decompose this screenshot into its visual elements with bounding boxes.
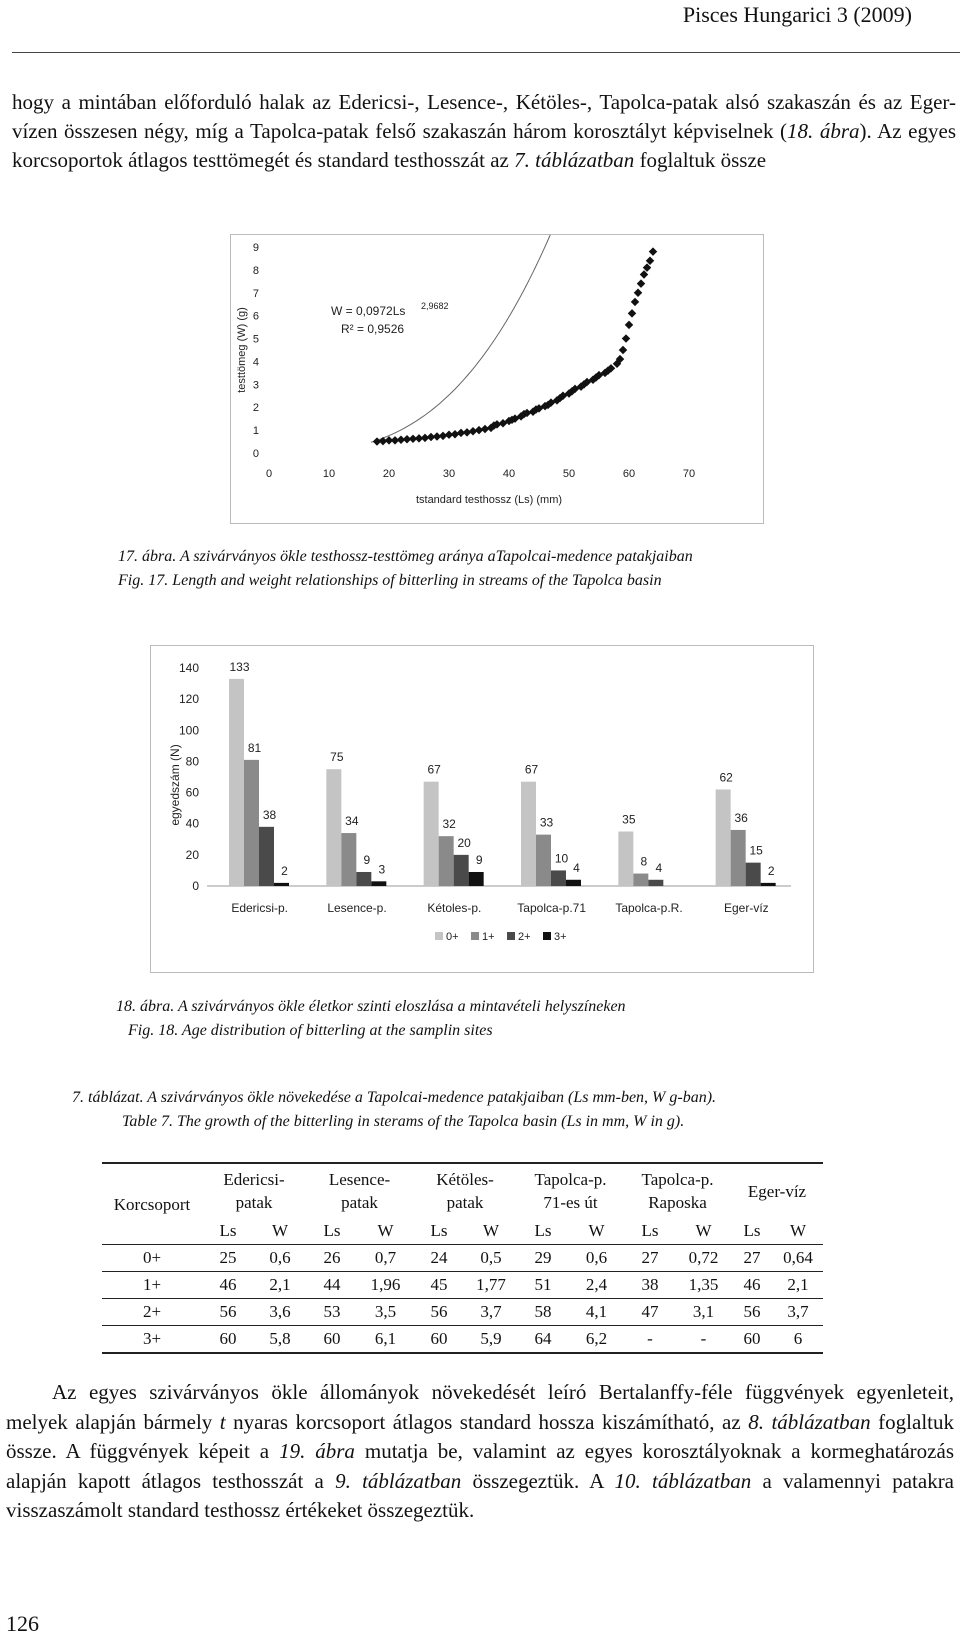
table-cell: 0,64 [773, 1245, 823, 1272]
table-cell: 58 [517, 1299, 569, 1326]
y-axis-title: egyedszám (N) [168, 744, 182, 826]
table-cell: 0,6 [254, 1245, 306, 1272]
column-header-ls: Ls [731, 1218, 773, 1245]
site-header: Kétöles- patak [413, 1163, 517, 1218]
bar-value-label: 4 [573, 860, 580, 875]
table-cell: 46 [731, 1272, 773, 1299]
para2-table9-ref: 9. táblázatban [335, 1468, 462, 1493]
table-cell: 2,4 [569, 1272, 624, 1299]
fig17-caption-en: Fig. 17. Length and weight relationships of bitterling in streams of the Tapolca basin [118, 572, 662, 589]
bar-value-label: 133 [229, 659, 250, 674]
bar-0plus [716, 789, 731, 886]
bar-value-label: 8 [640, 854, 648, 869]
table7-caption-en: Table 7. The growth of the bitterling in sterams of the Tapolca basin (Ls in mm, W in g). [122, 1113, 685, 1130]
table-cell: 60 [306, 1326, 358, 1354]
table-cell: 60 [413, 1326, 465, 1354]
x-tick-label: 70 [682, 468, 696, 480]
table-7-caption [72, 1086, 716, 1134]
site-header: Tapolca-p. Raposka [624, 1163, 731, 1218]
age-group-cell: 3+ [102, 1326, 202, 1354]
bar-2plus [259, 827, 274, 886]
bar-value-label: 9 [475, 852, 483, 867]
bar-3plus [566, 880, 581, 886]
para2-text-3: foglaltuk össze. A függvények képeit a [6, 1409, 954, 1463]
data-point [649, 247, 657, 255]
table-cell: 56 [413, 1299, 465, 1326]
site-header: Tapolca-p. 71-es út [517, 1163, 624, 1218]
bar-0plus [326, 769, 341, 886]
category-label: Lesence-p. [327, 901, 387, 915]
scatter-chart [231, 235, 763, 523]
table-7 [102, 1162, 823, 1354]
y-axis-title: testtömeg (W) (g) [236, 307, 248, 393]
table-cell: 6 [773, 1326, 823, 1354]
table-row [102, 1299, 823, 1326]
fig18-caption-hu: 18. ábra. A szivárványos ökle életkor szinti eloszlása a mintavételi helyszíneken [116, 998, 626, 1015]
age-group-cell: 2+ [102, 1299, 202, 1326]
running-header: Pisces Hungarici 3 (2009) [682, 2, 912, 27]
data-point [619, 346, 627, 354]
legend-label: 2+ [518, 931, 531, 943]
bar-value-label: 35 [622, 812, 636, 827]
y-tick-label: 80 [185, 754, 199, 769]
bar-chart [151, 646, 813, 972]
bar-value-label: 9 [363, 852, 371, 867]
x-tick-label: 60 [622, 468, 636, 480]
column-header-w: W [254, 1218, 306, 1245]
table-corner-header: Korcsoport [102, 1163, 202, 1245]
table-row [102, 1326, 823, 1354]
y-tick-label: 100 [178, 723, 199, 738]
column-header-w: W [676, 1218, 731, 1245]
legend-label: 1+ [482, 931, 495, 943]
site-header: Lesence- patak [306, 1163, 413, 1218]
bar-value-label: 75 [330, 750, 344, 765]
page-number: 126 [6, 1611, 39, 1636]
x-tick-label: 50 [562, 468, 576, 480]
table-cell: 53 [306, 1299, 358, 1326]
y-tick-label: 3 [252, 379, 259, 392]
trend-line [371, 235, 653, 442]
bar-value-label: 4 [655, 860, 663, 875]
table-cell: 6,1 [358, 1326, 413, 1354]
table-cell: 44 [306, 1272, 358, 1299]
fig18-caption-en: Fig. 18. Age distribution of bitterling at the samplin sites [128, 1022, 493, 1039]
table-cell: 3,1 [676, 1299, 731, 1326]
bar-2plus [454, 855, 469, 886]
table-cell: 1,35 [676, 1272, 731, 1299]
bar-value-label: 38 [262, 807, 277, 822]
bar-0plus [229, 679, 244, 886]
bar-2plus [356, 872, 371, 886]
bar-2plus [648, 880, 663, 886]
para1-text-2: ). Az egyes korcsoportok átlagos testtömegét és standard testhosszát az [12, 119, 956, 172]
figure-18-caption [116, 995, 626, 1043]
x-tick-label: 10 [322, 468, 336, 480]
bar-3plus [371, 881, 386, 886]
x-tick-label: 20 [382, 468, 396, 480]
bar-value-label: 62 [719, 770, 733, 785]
column-header-ls: Ls [413, 1218, 465, 1245]
table-cell: 25 [202, 1245, 254, 1272]
x-tick-label: 0 [265, 468, 273, 480]
y-tick-label: 120 [178, 692, 199, 707]
bar-value-label: 15 [749, 843, 763, 858]
y-tick-label: 20 [185, 847, 199, 862]
table-cell: 1,77 [465, 1272, 517, 1299]
figure-17-frame [230, 234, 764, 524]
equation-exponent: 2,9682 [421, 301, 449, 311]
y-tick-label: 4 [252, 356, 259, 369]
bar-2plus [746, 863, 761, 886]
bar-value-label: 34 [345, 814, 359, 829]
data-point [622, 334, 630, 342]
y-tick-label: 140 [178, 661, 199, 675]
legend-swatch [507, 932, 515, 940]
table-cell: 60 [731, 1326, 773, 1354]
site-header: Edericsi- patak [202, 1163, 306, 1218]
para2-table8-ref: 8. táblázatban [748, 1409, 871, 1434]
para1-fig-ref: 18. ábra [787, 119, 860, 143]
column-header-ls: Ls [202, 1218, 254, 1245]
table-cell: 60 [202, 1326, 254, 1354]
table-header-row [102, 1163, 823, 1218]
bar-value-label: 2 [281, 863, 288, 878]
legend-label: 3+ [554, 931, 567, 943]
category-label: Edericsi-p. [231, 901, 289, 915]
x-tick-label: 30 [442, 468, 456, 480]
bar-1plus [244, 760, 259, 886]
bar-3plus [469, 872, 484, 886]
y-tick-label: 60 [185, 785, 199, 800]
data-point [631, 298, 639, 306]
para2-variable-t: t [219, 1409, 226, 1434]
bar-value-label: 33 [539, 815, 554, 830]
y-tick-label: 40 [185, 816, 199, 831]
bar-0plus [521, 782, 536, 886]
table-cell: 6,2 [569, 1326, 624, 1354]
table-cell: 27 [624, 1245, 676, 1272]
y-tick-label: 8 [252, 264, 259, 277]
y-tick-label: 0 [252, 448, 259, 460]
column-header-ls: Ls [306, 1218, 358, 1245]
paragraph-2 [6, 1378, 954, 1526]
x-tick-label: 40 [502, 468, 516, 480]
age-group-cell: 1+ [102, 1272, 202, 1299]
table-cell: 4,1 [569, 1299, 624, 1326]
table-row [102, 1245, 823, 1272]
y-tick-label: 5 [252, 333, 259, 346]
r-squared-label: R² = 0,9526 [341, 322, 405, 336]
table-cell: 51 [517, 1272, 569, 1299]
column-header-ls: Ls [624, 1218, 676, 1245]
table-row [102, 1272, 823, 1299]
column-header-w: W [358, 1218, 413, 1245]
bar-value-label: 67 [524, 762, 539, 777]
y-tick-label: 0 [192, 879, 199, 893]
para1-text-3: foglaltuk össze [634, 148, 767, 172]
data-point [628, 309, 636, 317]
table-cell: 3,5 [358, 1299, 413, 1326]
y-tick-label: 6 [252, 310, 259, 323]
data-point [451, 430, 459, 438]
table-cell: 0,7 [358, 1245, 413, 1272]
table-cell: 24 [413, 1245, 465, 1272]
table-cell: 3,7 [465, 1299, 517, 1326]
bar-value-label: 81 [247, 740, 262, 755]
figure-17-caption [118, 545, 693, 593]
bar-1plus [341, 833, 356, 886]
bar-1plus [439, 836, 454, 886]
paragraph-1 [12, 88, 956, 175]
column-header-w: W [465, 1218, 517, 1245]
column-header-w: W [773, 1218, 823, 1245]
column-header-w: W [569, 1218, 624, 1245]
equation-label: W = 0,0972Ls [331, 304, 406, 318]
table-cell: 1,96 [358, 1272, 413, 1299]
table-cell: 0,6 [569, 1245, 624, 1272]
table-cell: 5,9 [465, 1326, 517, 1354]
data-point [634, 289, 642, 297]
para1-text-1: hogy a mintában előforduló halak az Edericsi-, Lesence-, Kétöles-, Tapolca-patak alsó szakaszán és az Eger-vízen összesen négy, míg a Tapolca-patak felső szakaszán három korosztályt képviselnek ( [12, 90, 956, 143]
category-label: Tapolca-p.71 [517, 901, 587, 915]
bar-value-label: 36 [734, 810, 748, 825]
para2-text-6: a valamennyi patakra visszaszámolt standard testhossz értékeket összegeztük. [6, 1468, 955, 1522]
table-cell: 2,1 [773, 1272, 823, 1299]
table-cell: 27 [731, 1245, 773, 1272]
y-tick-label: 1 [252, 425, 259, 438]
table-cell: 5,8 [254, 1326, 306, 1354]
table-cell: 46 [202, 1272, 254, 1299]
para2-table10-ref: 10. táblázatban [614, 1468, 752, 1493]
bar-1plus [633, 874, 648, 886]
bar-2plus [551, 870, 566, 886]
bar-value-label: 2 [767, 863, 775, 878]
table-cell: 0,72 [676, 1245, 731, 1272]
legend-label: 0+ [446, 931, 459, 943]
bar-1plus [731, 830, 746, 886]
legend-swatch [471, 932, 479, 940]
table-cell: 26 [306, 1245, 358, 1272]
table-cell: - [624, 1326, 676, 1354]
para2-text-4: mutatja be, valamint az egyes korosztályoknak a kormeghatározás alapján kapott átlagos testhosszát a [6, 1439, 954, 1493]
table7-caption-hu: 7. táblázat. A szivárványos ökle növekedése a Tapolcai-medence patakjaiban (Ls mm-ben, W g-ban). [72, 1089, 717, 1106]
fig17-caption-hu: 17. ábra. A szivárványos ökle testhossz-testtömeg aránya aTapolcai-medence patakjaiban [118, 548, 693, 565]
age-group-cell: 0+ [102, 1245, 202, 1272]
y-tick-label: 7 [252, 287, 259, 300]
table-cell: 47 [624, 1299, 676, 1326]
bar-3plus [761, 883, 776, 886]
table-cell: - [676, 1326, 731, 1354]
category-label: Tapolca-p.R. [615, 901, 683, 915]
data-point [625, 321, 633, 329]
bar-value-label: 20 [457, 835, 471, 850]
bar-value-label: 3 [378, 862, 386, 877]
bar-1plus [536, 835, 551, 886]
table-cell: 45 [413, 1272, 465, 1299]
table-cell: 3,6 [254, 1299, 306, 1326]
column-header-ls: Ls [517, 1218, 569, 1245]
header-rule [12, 52, 960, 53]
bar-value-label: 10 [554, 851, 569, 866]
bar-3plus [274, 883, 289, 886]
table-cell: 56 [731, 1299, 773, 1326]
category-label: Kétoles-p. [427, 901, 482, 915]
para2-text-2: nyaras korcsoport átlagos standard hossza kiszámítható, az [225, 1409, 749, 1434]
site-header: Eger-víz [731, 1163, 823, 1218]
bar-value-label: 32 [442, 817, 456, 832]
legend-swatch [435, 932, 443, 940]
x-axis-title: tstandard testhossz (Ls) (mm) [415, 494, 563, 506]
y-tick-label: 9 [252, 242, 259, 254]
table-cell: 56 [202, 1299, 254, 1326]
legend-swatch [543, 932, 551, 940]
category-label: Eger-víz [723, 901, 769, 915]
data-point [637, 279, 645, 287]
bar-value-label: 67 [427, 762, 441, 777]
para2-text-5: összegeztük. A [461, 1468, 615, 1493]
table-cell: 0,5 [465, 1245, 517, 1272]
y-tick-label: 2 [252, 402, 259, 415]
table-cell: 2,1 [254, 1272, 306, 1299]
figure-18-frame [150, 645, 814, 973]
bar-0plus [618, 832, 633, 887]
table-cell: 3,7 [773, 1299, 823, 1326]
para2-fig19-ref: 19. ábra [279, 1439, 355, 1463]
para1-table-ref: 7. táblázatban [514, 148, 635, 172]
table-cell: 64 [517, 1326, 569, 1354]
table-cell: 38 [624, 1272, 676, 1299]
para2-text-1: Az egyes szivárványos ökle állományok növekedését leíró Bertalanffy-féle függvények egyenleteit, melyek alapján bármely [6, 1380, 954, 1434]
table-subheader-row [102, 1218, 823, 1245]
table-cell: 29 [517, 1245, 569, 1272]
bar-0plus [424, 782, 439, 886]
